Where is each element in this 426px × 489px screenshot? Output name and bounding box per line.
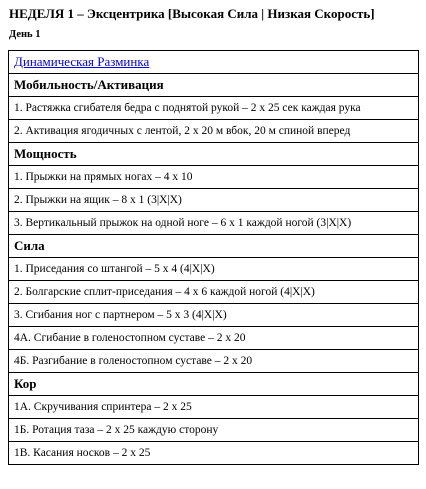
exercise-cell: 2. Прыжки на ящик – 8 x 1 (3|X|X)	[9, 189, 419, 212]
warmup-row	[9, 51, 419, 74]
exercise-cell: 3. Вертикальный прыжок на одной ноге – 6 x 1 каждой ногой (3|X|X)	[9, 212, 419, 235]
page-heading: НЕДЕЛЯ 1 – Эксцентрика [Высокая Сила | Низкая Скорость]	[9, 6, 375, 21]
program-table	[8, 50, 419, 465]
section-header-core	[9, 373, 419, 396]
table-row	[9, 97, 419, 120]
exercise-cell: 1. Приседания со штангой – 5 x 4 (4|X|X)	[9, 258, 419, 281]
section-title: Мобильность/Активация	[9, 74, 419, 97]
exercise-cell: 1Б. Ротация таза – 2 x 25 каждую сторону	[9, 419, 419, 442]
section-title: Сила	[9, 235, 419, 258]
table-row	[9, 189, 419, 212]
section-header-strength	[9, 235, 419, 258]
exercise-cell: 1. Растяжка сгибателя бедра с поднятой рукой – 2 x 25 сек каждая рука	[9, 97, 419, 120]
exercise-cell: 2. Болгарские сплит-приседания – 4 x 6 каждой ногой (4|X|X)	[9, 281, 419, 304]
day-label: День 1	[9, 29, 41, 40]
table-row	[9, 281, 419, 304]
exercise-cell: 1В. Касания носков – 2 x 25	[9, 442, 419, 465]
section-header-mobility	[9, 74, 419, 97]
section-header-power	[9, 143, 419, 166]
warmup-cell	[9, 51, 419, 74]
table-row	[9, 304, 419, 327]
section-title: Мощность	[9, 143, 419, 166]
exercise-cell: 4Б. Разгибание в голеностопном суставе – 2 x 20	[9, 350, 419, 373]
table-row	[9, 396, 419, 419]
dynamic-warmup-link[interactable]: Динамическая Разминка	[14, 53, 150, 69]
exercise-cell: 1А. Скручивания спринтера – 2 x 25	[9, 396, 419, 419]
table-row	[9, 258, 419, 281]
section-title: Кор	[9, 373, 419, 396]
table-row	[9, 120, 419, 143]
table-row	[9, 442, 419, 465]
table-row	[9, 419, 419, 442]
table-row	[9, 327, 419, 350]
table-row	[9, 350, 419, 373]
table-row	[9, 166, 419, 189]
exercise-cell: 4А. Сгибание в голеностопном суставе – 2 x 20	[9, 327, 419, 350]
exercise-cell: 3. Сгибания ног с партнером – 5 x 3 (4|X|X)	[9, 304, 419, 327]
exercise-cell: 1. Прыжки на прямых ногах – 4 x 10	[9, 166, 419, 189]
table-row	[9, 212, 419, 235]
exercise-cell: 2. Активация ягодичных с лентой, 2 x 20 м вбок, 20 м спиной вперед	[9, 120, 419, 143]
